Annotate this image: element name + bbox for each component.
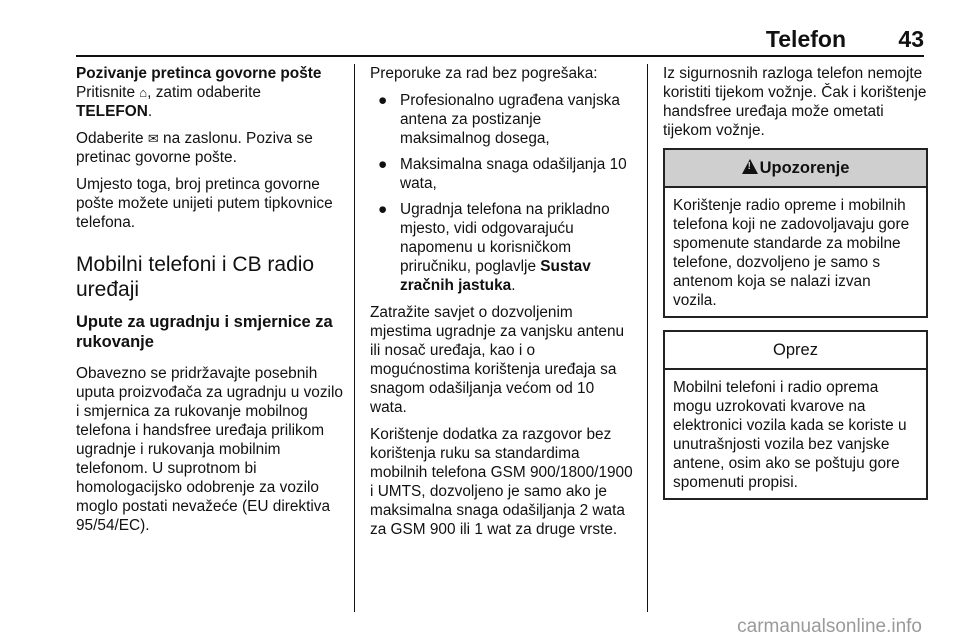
voicemail-step-3: Umjesto toga, broj pretinca govorne pošte možete unijeti putem tipkovnice telefona. — [76, 176, 333, 231]
list-item-text: Ugradnja telefona na prikladno mjesto, vidi odgovarajuću napomenu u korisničkom priručniku, poglavlje — [400, 201, 610, 275]
warning-title: Upozorenje — [759, 159, 850, 177]
step2-suffix: na zaslonu. Poziva se pretinac govorne pošte. — [76, 130, 313, 166]
bullet-icon: ● — [378, 92, 388, 109]
page-number: 43 — [898, 26, 924, 52]
watermark: carmanualsonline.info — [737, 616, 922, 637]
list-item-text: Maksimalna snaga odašiljanja 10 wata, — [400, 156, 627, 192]
list-item — [370, 200, 634, 295]
voicemail-icon: ✉ — [147, 131, 159, 146]
recommendations-list — [370, 91, 634, 295]
header-rule — [76, 55, 924, 57]
voicemail-step-1 — [76, 83, 348, 121]
step1-end: . — [147, 103, 153, 120]
list-item — [370, 155, 634, 193]
column-3 — [663, 64, 928, 512]
chapter-title: Telefon — [765, 26, 846, 52]
caution-box — [663, 330, 928, 500]
list-item — [370, 91, 634, 148]
warning-icon — [742, 159, 758, 174]
step1-suffix: , zatim odaberite — [147, 84, 261, 101]
column-1 — [76, 64, 348, 543]
page-header — [76, 26, 924, 52]
warning-box — [663, 148, 928, 318]
list-item-text: Profesionalno ugrađena vanjska antena za postizanje maksimalnog dosega, — [400, 92, 620, 147]
voicemail-step-2 — [76, 129, 348, 167]
list-item-end: . — [511, 277, 516, 294]
installation-paragraph: Obavezno se pridržavajte posebnih uputa proizvođača za ugradnju u vozilo i smjernica za rukovanje mobilnog telefona i handsfree uređaja prilikom ugradnje i rukovanja mobilnim telefonom. U suprotnom bi homologacijsko odobrenje za vozilo moglo postati nevažeće (EU direktiva 95/54/EC). — [76, 365, 343, 534]
recommendations-intro: Preporuke za rad bez pogrešaka: — [370, 65, 598, 82]
caution-header: Oprez — [665, 332, 926, 370]
column-divider-1 — [354, 64, 355, 612]
warning-text: Korištenje radio opreme i mobilnih telefona koji ne zadovoljavaju gore spomenute standarde za mobilne telefone, dozvoljeno je samo s antenom koja se nalazi izvan vozila. — [673, 197, 910, 309]
home-icon: ⌂ — [139, 85, 148, 100]
handsfree-paragraph: Korištenje dodatka za razgovor bez korištenja ruku sa standardima mobilnih telefona GSM 900/1800/1900 i UMTS, dozvoljeno je samo ako je maksimalna snaga odašiljanja 2 wata za GSM 900 ili 1 wat za druge vrste. — [370, 426, 633, 538]
caution-text: Mobilni telefoni i radio oprema mogu uzrokovati kvarove na elektronici vozila kada se koriste u unutrašnjosti vozila bez vanjske antene, osim ako se poštuju gore spomenuti propisi. — [673, 379, 907, 491]
voicemail-heading: Pozivanje pretinca govorne pošte — [76, 65, 322, 82]
step2-prefix: Odaberite — [76, 130, 148, 147]
column-divider-2 — [647, 64, 648, 612]
airbag-chapter-ref: Sustav zračnih jastuka — [400, 258, 591, 294]
bullet-icon: ● — [378, 201, 388, 218]
step1-bold: TELEFON — [76, 103, 148, 120]
step1-prefix: Pritisnite — [76, 84, 140, 101]
column-2 — [370, 64, 634, 547]
antenna-paragraph: Zatražite savjet o dozvoljenim mjestima ugradnje za vanjsku antenu ili nosač uređaja, kao i o mogućnostima korištenja uređaja sa snagom odašiljanja većom od 10 wata. — [370, 304, 625, 416]
subsection-heading: Upute za ugradnju i smjernice za rukovanje — [76, 313, 333, 351]
bullet-icon: ● — [378, 156, 388, 173]
warning-header — [665, 150, 926, 188]
section-heading: Mobilni telefoni i CB radio uređaji — [76, 253, 315, 301]
safety-paragraph: Iz sigurnosnih razloga telefon nemojte koristiti tijekom vožnje. Čak i korištenje handsfree uređaja može ometati tijekom vožnje. — [663, 65, 927, 139]
